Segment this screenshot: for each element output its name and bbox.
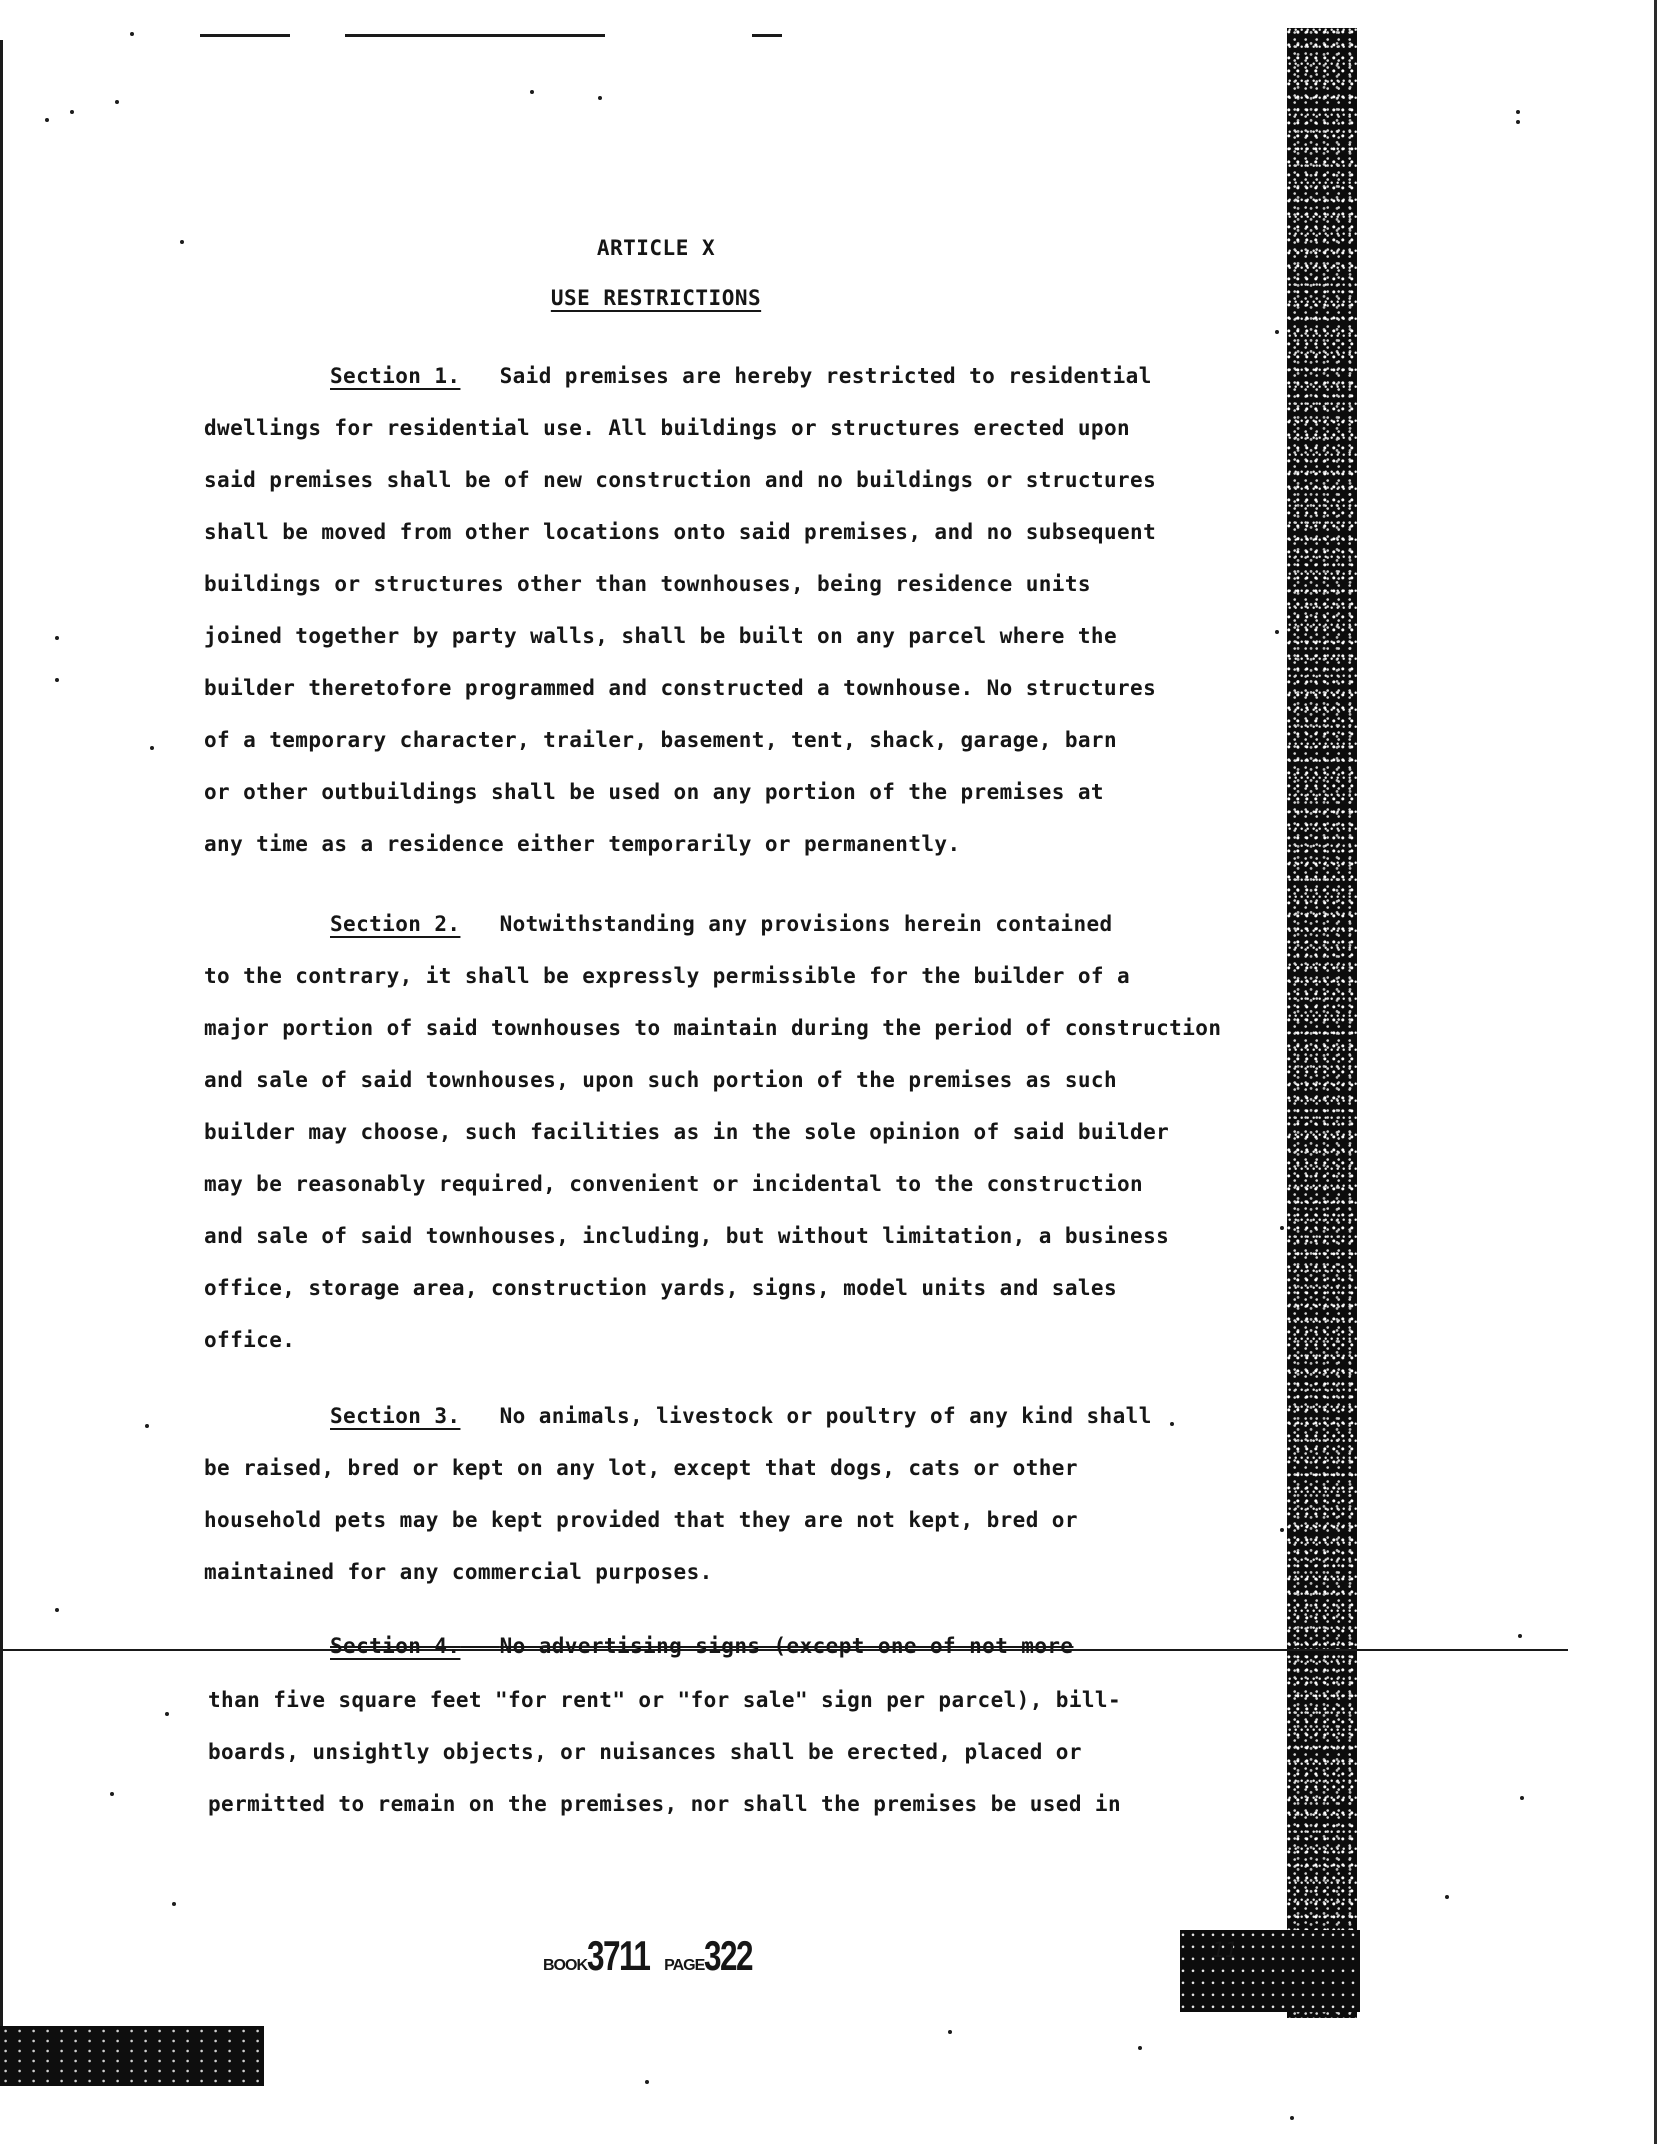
section-4-line: than five square feet "for rent" or "for sale" sign per parcel), bill- xyxy=(208,1688,1122,1712)
scan-speck xyxy=(1280,1528,1284,1532)
scan-speck xyxy=(55,678,59,682)
scan-artifact-line xyxy=(200,34,290,37)
section-1-line: buildings or structures other than townhouses, being residence units xyxy=(204,572,1091,596)
article-title: USE RESTRICTIONS xyxy=(550,286,762,310)
section-1-line: or other outbuildings shall be used on any portion of the premises at xyxy=(204,780,1104,804)
scan-artifact-line xyxy=(345,34,605,37)
section-2-line: major portion of said townhouses to maintain during the period of construction xyxy=(204,1016,1222,1040)
scan-speck xyxy=(530,90,534,94)
section-2-line: to the contrary, it shall be expressly permissible for the builder of a xyxy=(204,964,1131,988)
scan-speck xyxy=(130,32,134,36)
section-2-line: office. xyxy=(204,1328,296,1352)
section-3-lead: No animals, livestock or poultry of any kind shall xyxy=(499,1404,1152,1428)
section-2-line: and sale of said townhouses, including, but without limitation, a business xyxy=(204,1224,1170,1248)
scan-speck xyxy=(1280,1226,1284,1230)
scan-speck xyxy=(110,1792,114,1796)
section-1-line: any time as a residence either temporarily or permanently. xyxy=(204,832,961,856)
scan-speck xyxy=(115,100,119,104)
section-2-label: Section 2. xyxy=(330,912,461,936)
section-1-first-line xyxy=(330,364,1152,388)
page-marker: 11 xyxy=(1212,1938,1238,1962)
section-3-line: be raised, bred or kept on any lot, except that dogs, cats or other xyxy=(204,1456,1078,1480)
page-number: 322 xyxy=(704,1932,753,1979)
section-4-line: boards, unsightly objects, or nuisances shall be erected, placed or xyxy=(208,1740,1082,1764)
section-1-line: dwellings for residential use. All buildings or structures erected upon xyxy=(204,416,1131,440)
section-2-line: may be reasonably required, convenient or incidental to the construction xyxy=(204,1172,1144,1196)
section-3-label: Section 3. xyxy=(330,1404,461,1428)
scan-speck xyxy=(598,96,602,100)
section-1-line: joined together by party walls, shall be built on any parcel where the xyxy=(204,624,1118,648)
scan-speck xyxy=(172,1902,176,1906)
page-label: PAGE xyxy=(664,1957,705,1974)
section-2-line: and sale of said townhouses, upon such portion of the premises as such xyxy=(204,1068,1118,1092)
section-1-line: of a temporary character, trailer, basement, tent, shack, garage, barn xyxy=(204,728,1118,752)
scan-speck xyxy=(1275,630,1279,634)
section-2-first-line xyxy=(330,912,1113,936)
section-3-first-line xyxy=(330,1404,1152,1428)
section-4-label: Section 4. xyxy=(330,1634,461,1658)
section-2-line: office, storage area, construction yards, signs, model units and sales xyxy=(204,1276,1118,1300)
section-4-first-line xyxy=(330,1634,1073,1658)
section-4-line: permitted to remain on the premises, nor shall the premises be used in xyxy=(208,1792,1122,1816)
section-2-line: builder may choose, such facilities as in the sole opinion of said builder xyxy=(204,1120,1170,1144)
binding-strip-bottom xyxy=(1180,1930,1360,2012)
section-4-lead: No advertising signs (except one of not more xyxy=(499,1634,1074,1658)
scan-speck xyxy=(150,746,154,750)
scan-speck xyxy=(1516,110,1520,114)
scan-edge-left xyxy=(0,40,3,2060)
binding-strip xyxy=(1287,28,1357,2018)
section-1-line: shall be moved from other locations onto said premises, and no subsequent xyxy=(204,520,1157,544)
scan-speck xyxy=(145,1424,149,1428)
scan-speck xyxy=(1138,2046,1142,2050)
scan-edge-right xyxy=(1654,0,1657,2144)
book-number: 3711 xyxy=(587,1932,650,1979)
scan-speck xyxy=(1518,1634,1522,1638)
scan-artifact-line xyxy=(752,34,782,37)
article-heading: ARTICLE X xyxy=(596,236,716,260)
scan-speck xyxy=(70,110,74,114)
scan-speck xyxy=(1275,330,1279,334)
section-1-label: Section 1. xyxy=(330,364,461,388)
book-label: BOOK xyxy=(543,1957,587,1974)
section-2-lead: Notwithstanding any provisions herein contained xyxy=(499,912,1113,936)
section-3-line: household pets may be kept provided that they are not kept, bred or xyxy=(204,1508,1078,1532)
scan-speck xyxy=(55,1608,59,1612)
scan-artifact-bar xyxy=(0,2026,264,2086)
scan-speck xyxy=(1520,1796,1524,1800)
scan-speck xyxy=(1170,1422,1174,1426)
scan-speck xyxy=(45,118,49,122)
section-1-line: said premises shall be of new construction and no buildings or structures xyxy=(204,468,1157,492)
scan-speck xyxy=(55,636,59,640)
section-1-line: builder theretofore programmed and constructed a townhouse. No structures xyxy=(204,676,1157,700)
scan-speck xyxy=(165,1712,169,1716)
scan-speck xyxy=(1445,1895,1449,1899)
section-3-line: maintained for any commercial purposes. xyxy=(204,1560,713,1584)
scan-speck xyxy=(1516,120,1520,124)
section-1-lead: Said premises are hereby restricted to residential xyxy=(499,364,1152,388)
scan-speck xyxy=(645,2080,649,2084)
scan-speck xyxy=(948,2030,952,2034)
book-page-stamp xyxy=(543,1932,768,1980)
scan-speck xyxy=(1290,2116,1294,2120)
